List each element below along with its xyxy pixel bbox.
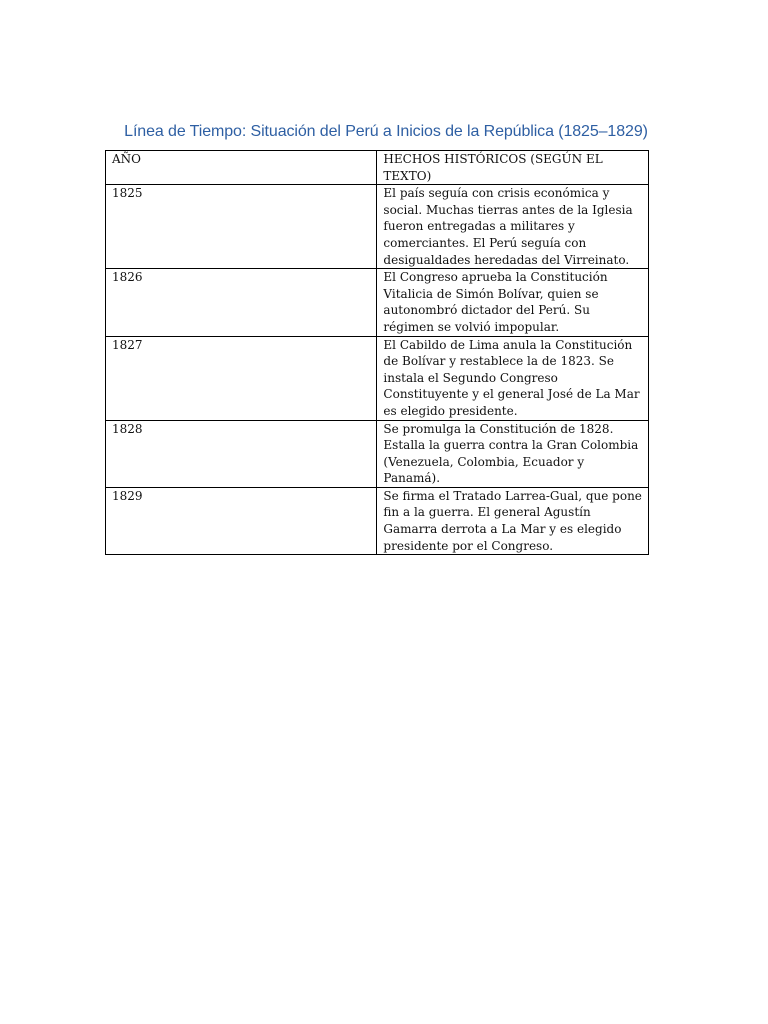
timeline-table [105, 150, 649, 555]
header-year: AÑO [106, 151, 377, 185]
event-cell: El país seguía con crisis económica y social. Muchas tierras antes de la Iglesia fueron entregadas a militares y comerciantes. El Perú seguía con desigualdades heredadas del Virreinato. [377, 185, 649, 269]
table-row [106, 420, 649, 487]
table-row [106, 336, 649, 420]
year-cell: 1825 [106, 185, 377, 269]
year-cell: 1827 [106, 336, 377, 420]
table-row [106, 185, 649, 269]
page-title: Línea de Tiempo: Situación del Perú a Inicios de la República (1825–1829) [124, 123, 648, 140]
event-cell: El Cabildo de Lima anula la Constitución de Bolívar y restablece la de 1823. Se instala el Segundo Congreso Constituyente y el general José de La Mar es elegido presidente. [377, 336, 649, 420]
event-cell: El Congreso aprueba la Constitución Vitalicia de Simón Bolívar, quien se autonombró dictador del Perú. Su régimen se volvió impopular. [377, 269, 649, 336]
event-cell: Se promulga la Constitución de 1828. Estalla la guerra contra la Gran Colombia (Venezuela, Colombia, Ecuador y Panamá). [377, 420, 649, 487]
table-row [106, 487, 649, 554]
year-cell: 1829 [106, 487, 377, 554]
event-cell: Se firma el Tratado Larrea-Gual, que pone fin a la guerra. El general Agustín Gamarra derrota a La Mar y es elegido presidente por el Congreso. [377, 487, 649, 554]
header-events: HECHOS HISTÓRICOS (SEGÚN EL TEXTO) [377, 151, 649, 185]
year-cell: 1826 [106, 269, 377, 336]
table-row [106, 269, 649, 336]
year-cell: 1828 [106, 420, 377, 487]
table-header-row [106, 151, 649, 185]
